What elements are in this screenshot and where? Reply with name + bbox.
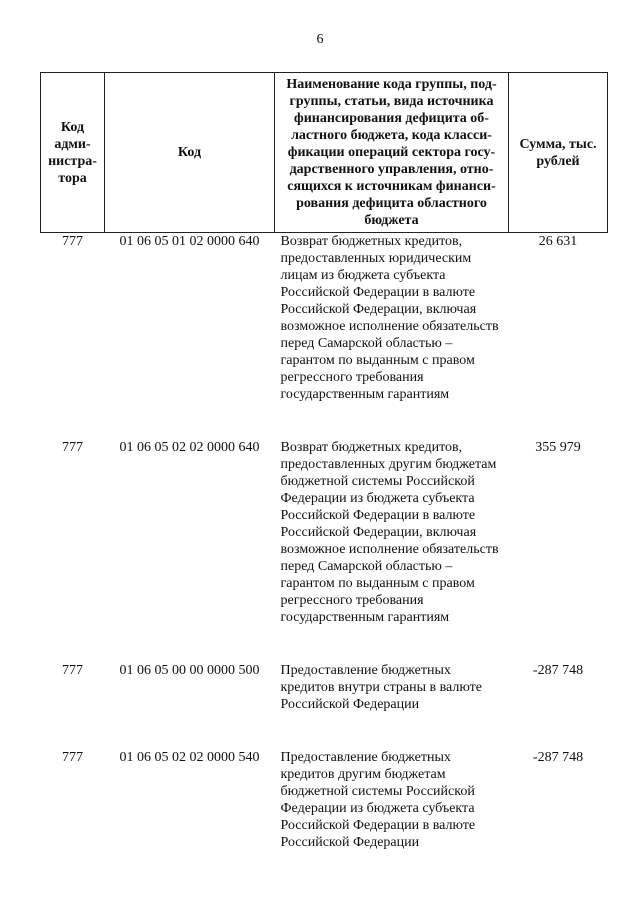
table-row <box>41 662 608 749</box>
row-sum: -287 748 <box>532 750 584 765</box>
row-sum: 26 631 <box>538 234 578 249</box>
row-admin-code: 777 <box>62 663 83 678</box>
row-name: Предоставление бюджетных кредитов внутри страны в валюте Российской Федерации <box>280 663 482 712</box>
row-sum: -287 748 <box>532 663 584 678</box>
row-admin-code: 777 <box>62 234 83 249</box>
row-code: 01 06 05 00 00 0000 500 <box>119 663 260 678</box>
row-code: 01 06 05 01 02 0000 640 <box>119 234 260 249</box>
row-name: Возврат бюджетных кредитов, предоставленных юридическим лицам из бюджета субъекта Российской Федерации в валюте Российской Федерации, включая возможное исполнение обязательств перед Самарской областью – гарантом по выданным с правом регрессного требования государственным гарантиям <box>280 234 499 402</box>
row-admin-code: 777 <box>62 750 83 765</box>
table-header-row <box>41 73 608 233</box>
row-code: 01 06 05 02 02 0000 640 <box>119 440 260 455</box>
row-name: Возврат бюджетных кредитов, предоставленных другим бюджетам бюджетной системы Российской Федерации из бюджета субъекта Российской Федерации в валюте Российской Федерации, включая возможное исполнение обязательств перед Самарской областью – гарантом по выданным с правом регрессного требования государственным гарантиям <box>280 440 499 625</box>
header-code: Код <box>105 73 275 233</box>
row-name: Предоставление бюджетных кредитов другим бюджетам бюджетной системы Российской Федерации из бюджета субъекта Российской Федерации в валюте Российской Федерации <box>280 750 476 850</box>
page-number: 6 <box>316 32 324 47</box>
budget-sources-table <box>40 72 608 887</box>
row-code: 01 06 05 02 02 0000 540 <box>119 750 260 765</box>
table-row <box>41 233 608 440</box>
row-admin-code: 777 <box>62 440 83 455</box>
header-name: Наименование кода группы, под-группы, статьи, вида источника финансирования дефицита об-ластного бюджета, кода класси-фикации операций сектора госу-дарственного управления, отно-сящихся к источникам финанси-рования дефицита областного бюджета <box>275 73 509 233</box>
row-sum: 355 979 <box>535 440 581 455</box>
table-row <box>41 749 608 887</box>
header-sum: Сумма, тыс. рублей <box>509 73 608 233</box>
table-row <box>41 439 608 662</box>
header-admin-code: Код адми-нистра-тора <box>41 73 105 233</box>
